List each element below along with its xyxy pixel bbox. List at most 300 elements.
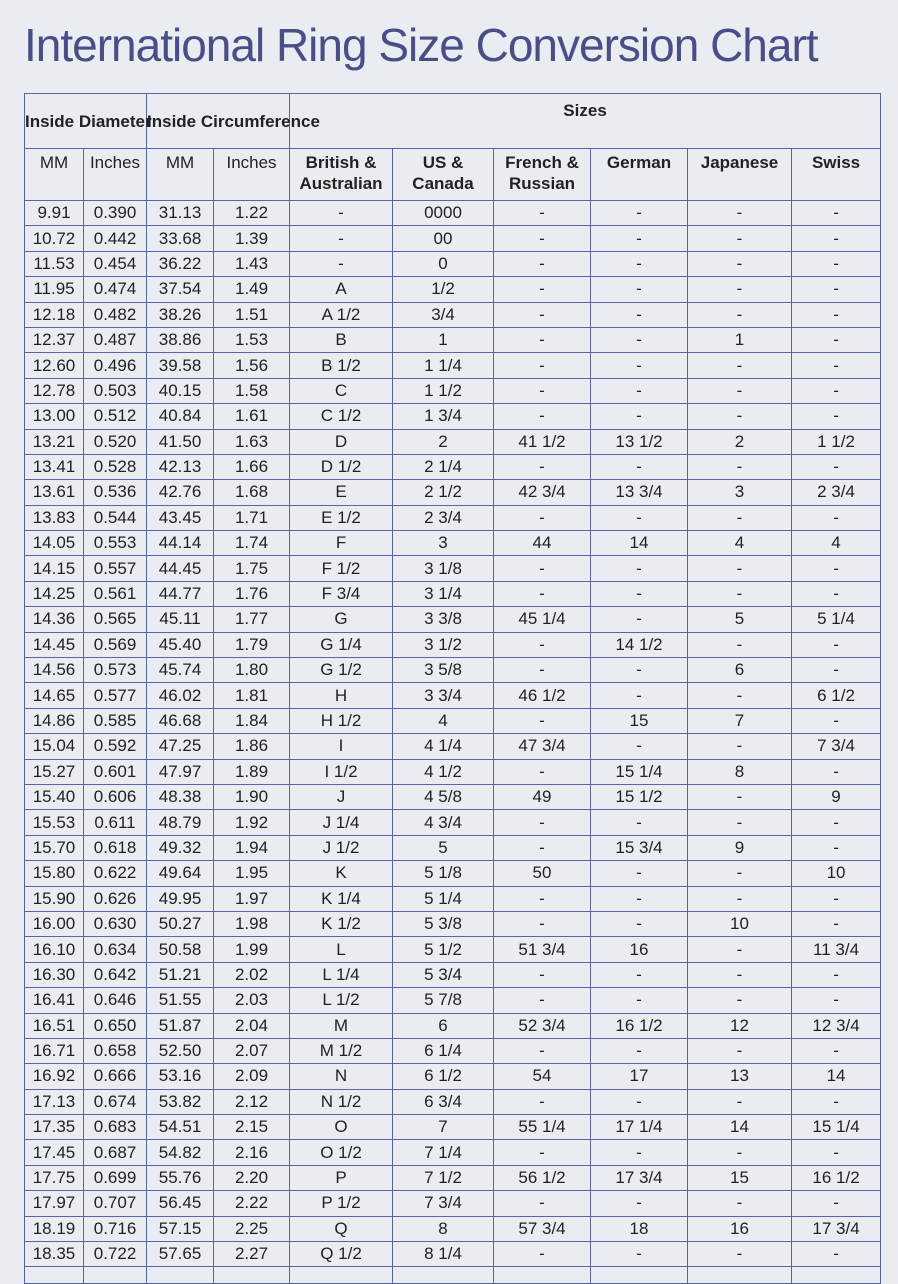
us-canada-cell: 6 3/4: [393, 1089, 494, 1114]
circumference-inches-cell: 2.02: [214, 962, 290, 987]
japanese-cell: -: [688, 784, 792, 809]
table-row: [25, 505, 881, 530]
us-canada-cell: 2 1/2: [393, 480, 494, 505]
diameter-mm-cell: 13.41: [25, 454, 84, 479]
german-cell: 16: [591, 937, 688, 962]
japanese-cell: 3: [688, 480, 792, 505]
diameter-mm-cell: 11.53: [25, 251, 84, 276]
circumference-inches-cell: 1.95: [214, 861, 290, 886]
french-russian-cell: 54: [494, 1064, 591, 1089]
circumference-mm-cell: 49.95: [147, 886, 214, 911]
diameter-inches-cell: 0.557: [84, 556, 147, 581]
circumference-mm-cell: 48.38: [147, 784, 214, 809]
diameter-mm-cell: 16.30: [25, 962, 84, 987]
japanese-cell: -: [688, 454, 792, 479]
french-russian-cell: -: [494, 454, 591, 479]
diameter-inches-cell: 0.569: [84, 632, 147, 657]
diameter-mm-cell: 13.83: [25, 505, 84, 530]
sizes-header: Sizes: [290, 94, 881, 149]
diameter-inches-cell: 0.611: [84, 810, 147, 835]
circumference-mm-cell: 48.79: [147, 810, 214, 835]
german-cell: -: [591, 1140, 688, 1165]
french-russian-cell: -: [494, 1038, 591, 1063]
diameter-inches-cell: 0.454: [84, 251, 147, 276]
circumference-inches-cell: 1.94: [214, 835, 290, 860]
us-canada-cell: 7 3/4: [393, 1191, 494, 1216]
swiss-cell: -: [792, 277, 881, 302]
table-row: [25, 429, 881, 454]
diameter-inches-cell: 0.487: [84, 327, 147, 352]
diameter-inches-cell: 0.630: [84, 911, 147, 936]
table-row: [25, 1242, 881, 1267]
diameter-mm-header: MM: [25, 149, 84, 201]
table-row: [25, 632, 881, 657]
empty-cell: [591, 1267, 688, 1284]
diameter-inches-cell: 0.707: [84, 1191, 147, 1216]
german-cell: -: [591, 658, 688, 683]
circumference-inches-header: Inches: [214, 149, 290, 201]
french-russian-cell: -: [494, 911, 591, 936]
table-row: [25, 1115, 881, 1140]
german-cell: -: [591, 353, 688, 378]
circumference-inches-cell: 1.99: [214, 937, 290, 962]
empty-cell: [147, 1267, 214, 1284]
british-australian-cell: I: [290, 734, 393, 759]
circumference-mm-cell: 47.97: [147, 759, 214, 784]
inside-diameter-header: Inside Diameter: [25, 94, 147, 149]
french-russian-cell: -: [494, 302, 591, 327]
diameter-inches-cell: 0.634: [84, 937, 147, 962]
japanese-cell: 7: [688, 708, 792, 733]
circumference-mm-cell: 51.87: [147, 1013, 214, 1038]
circumference-inches-cell: 2.22: [214, 1191, 290, 1216]
german-cell: 13 1/2: [591, 429, 688, 454]
british-australian-cell: K 1/2: [290, 911, 393, 936]
circumference-inches-cell: 2.16: [214, 1140, 290, 1165]
circumference-inches-cell: 1.49: [214, 277, 290, 302]
japanese-cell: 5: [688, 607, 792, 632]
us-canada-cell: 3/4: [393, 302, 494, 327]
swiss-cell: -: [792, 632, 881, 657]
diameter-inches-cell: 0.687: [84, 1140, 147, 1165]
circumference-mm-cell: 52.50: [147, 1038, 214, 1063]
us-canada-cell: 3 5/8: [393, 658, 494, 683]
circumference-mm-cell: 53.16: [147, 1064, 214, 1089]
circumference-inches-cell: 1.79: [214, 632, 290, 657]
circumference-inches-cell: 1.80: [214, 658, 290, 683]
french-russian-header: French & Russian: [494, 149, 591, 201]
diameter-mm-cell: 9.91: [25, 201, 84, 226]
british-australian-cell: N 1/2: [290, 1089, 393, 1114]
diameter-inches-cell: 0.683: [84, 1115, 147, 1140]
ring-size-table: [24, 93, 881, 1284]
circumference-mm-cell: 49.32: [147, 835, 214, 860]
french-russian-cell: 41 1/2: [494, 429, 591, 454]
swiss-cell: 17 3/4: [792, 1216, 881, 1241]
circumference-inches-cell: 1.39: [214, 226, 290, 251]
circumference-mm-cell: 54.51: [147, 1115, 214, 1140]
table-row: [25, 759, 881, 784]
german-cell: -: [591, 277, 688, 302]
british-australian-cell: I 1/2: [290, 759, 393, 784]
german-cell: -: [591, 861, 688, 886]
swiss-cell: -: [792, 810, 881, 835]
us-canada-cell: 00: [393, 226, 494, 251]
table-row: [25, 708, 881, 733]
swiss-cell: -: [792, 556, 881, 581]
diameter-mm-cell: 12.37: [25, 327, 84, 352]
british-australian-header: British & Australian: [290, 149, 393, 201]
circumference-mm-cell: 46.68: [147, 708, 214, 733]
french-russian-cell: -: [494, 835, 591, 860]
us-canada-cell: 5 3/8: [393, 911, 494, 936]
swiss-cell: -: [792, 1038, 881, 1063]
british-australian-cell: B: [290, 327, 393, 352]
diameter-inches-cell: 0.722: [84, 1242, 147, 1267]
british-australian-cell: O: [290, 1115, 393, 1140]
us-canada-cell: 4: [393, 708, 494, 733]
japanese-cell: 2: [688, 429, 792, 454]
table-row: [25, 911, 881, 936]
circumference-inches-cell: 1.75: [214, 556, 290, 581]
diameter-inches-cell: 0.528: [84, 454, 147, 479]
diameter-inches-cell: 0.442: [84, 226, 147, 251]
us-canada-cell: 7: [393, 1115, 494, 1140]
japanese-cell: -: [688, 886, 792, 911]
circumference-inches-cell: 1.81: [214, 683, 290, 708]
japanese-cell: 10: [688, 911, 792, 936]
french-russian-cell: -: [494, 353, 591, 378]
diameter-inches-cell: 0.565: [84, 607, 147, 632]
swiss-cell: -: [792, 581, 881, 606]
circumference-inches-cell: 1.76: [214, 581, 290, 606]
japanese-cell: -: [688, 1089, 792, 1114]
table-body: [25, 201, 881, 1284]
circumference-mm-cell: 42.13: [147, 454, 214, 479]
french-russian-cell: -: [494, 505, 591, 530]
empty-row: [25, 1267, 881, 1284]
table-row: [25, 531, 881, 556]
german-cell: -: [591, 734, 688, 759]
circumference-inches-cell: 2.07: [214, 1038, 290, 1063]
french-russian-cell: -: [494, 988, 591, 1013]
diameter-mm-cell: 16.10: [25, 937, 84, 962]
circumference-mm-cell: 50.58: [147, 937, 214, 962]
swiss-cell: 9: [792, 784, 881, 809]
french-russian-cell: -: [494, 886, 591, 911]
table-row: [25, 226, 881, 251]
british-australian-cell: A: [290, 277, 393, 302]
british-australian-cell: H 1/2: [290, 708, 393, 733]
french-russian-cell: 44: [494, 531, 591, 556]
us-canada-cell: 7 1/2: [393, 1165, 494, 1190]
circumference-mm-cell: 40.84: [147, 404, 214, 429]
diameter-inches-cell: 0.482: [84, 302, 147, 327]
empty-cell: [214, 1267, 290, 1284]
french-russian-cell: 49: [494, 784, 591, 809]
circumference-mm-cell: 57.65: [147, 1242, 214, 1267]
german-cell: 15: [591, 708, 688, 733]
german-cell: -: [591, 1191, 688, 1216]
diameter-mm-cell: 16.71: [25, 1038, 84, 1063]
german-cell: -: [591, 886, 688, 911]
diameter-mm-cell: 12.18: [25, 302, 84, 327]
circumference-inches-cell: 1.77: [214, 607, 290, 632]
swiss-cell: 2 3/4: [792, 480, 881, 505]
british-australian-cell: F 1/2: [290, 556, 393, 581]
diameter-mm-cell: 11.95: [25, 277, 84, 302]
diameter-mm-cell: 12.78: [25, 378, 84, 403]
diameter-mm-cell: 15.53: [25, 810, 84, 835]
german-cell: -: [591, 226, 688, 251]
british-australian-cell: M: [290, 1013, 393, 1038]
japanese-cell: -: [688, 353, 792, 378]
diameter-inches-cell: 0.650: [84, 1013, 147, 1038]
circumference-mm-cell: 47.25: [147, 734, 214, 759]
diameter-inches-cell: 0.626: [84, 886, 147, 911]
french-russian-cell: -: [494, 378, 591, 403]
french-russian-cell: 42 3/4: [494, 480, 591, 505]
british-australian-cell: D 1/2: [290, 454, 393, 479]
us-canada-cell: 2 1/4: [393, 454, 494, 479]
japanese-cell: -: [688, 1140, 792, 1165]
table-header: [25, 94, 881, 201]
table-row: [25, 658, 881, 683]
table-row: [25, 302, 881, 327]
us-canada-cell: 8 1/4: [393, 1242, 494, 1267]
table-row: [25, 581, 881, 606]
circumference-inches-cell: 1.63: [214, 429, 290, 454]
us-canada-cell: 6 1/2: [393, 1064, 494, 1089]
table-row: [25, 454, 881, 479]
swiss-cell: -: [792, 404, 881, 429]
german-cell: 17: [591, 1064, 688, 1089]
french-russian-cell: 52 3/4: [494, 1013, 591, 1038]
circumference-mm-cell: 43.45: [147, 505, 214, 530]
circumference-mm-cell: 42.76: [147, 480, 214, 505]
diameter-inches-cell: 0.536: [84, 480, 147, 505]
table-row: [25, 784, 881, 809]
us-canada-cell: 3 1/8: [393, 556, 494, 581]
us-canada-cell: 6 1/4: [393, 1038, 494, 1063]
diameter-mm-cell: 17.45: [25, 1140, 84, 1165]
diameter-mm-cell: 13.61: [25, 480, 84, 505]
french-russian-cell: 50: [494, 861, 591, 886]
japanese-cell: 1: [688, 327, 792, 352]
german-cell: -: [591, 581, 688, 606]
british-australian-cell: P: [290, 1165, 393, 1190]
japanese-cell: -: [688, 226, 792, 251]
french-russian-cell: -: [494, 226, 591, 251]
circumference-inches-cell: 1.43: [214, 251, 290, 276]
japanese-cell: -: [688, 277, 792, 302]
french-russian-cell: 55 1/4: [494, 1115, 591, 1140]
circumference-inches-cell: 1.61: [214, 404, 290, 429]
diameter-mm-cell: 18.19: [25, 1216, 84, 1241]
table-row: [25, 683, 881, 708]
british-australian-cell: G: [290, 607, 393, 632]
japanese-cell: -: [688, 937, 792, 962]
german-cell: -: [591, 251, 688, 276]
circumference-mm-cell: 53.82: [147, 1089, 214, 1114]
diameter-inches-cell: 0.674: [84, 1089, 147, 1114]
table-row: [25, 556, 881, 581]
japanese-cell: -: [688, 734, 792, 759]
diameter-mm-cell: 12.60: [25, 353, 84, 378]
german-cell: 18: [591, 1216, 688, 1241]
circumference-inches-cell: 2.27: [214, 1242, 290, 1267]
diameter-inches-cell: 0.474: [84, 277, 147, 302]
chart-title: International Ring Size Conversion Chart: [24, 19, 818, 71]
swiss-cell: 4: [792, 531, 881, 556]
us-canada-cell: 1 1/4: [393, 353, 494, 378]
british-australian-cell: K: [290, 861, 393, 886]
swiss-cell: -: [792, 327, 881, 352]
german-cell: -: [591, 911, 688, 936]
british-australian-cell: L 1/4: [290, 962, 393, 987]
french-russian-cell: -: [494, 556, 591, 581]
british-australian-cell: N: [290, 1064, 393, 1089]
table-row: [25, 861, 881, 886]
us-canada-cell: 5 1/2: [393, 937, 494, 962]
diameter-inches-cell: 0.666: [84, 1064, 147, 1089]
circumference-inches-cell: 1.58: [214, 378, 290, 403]
german-cell: 15 1/4: [591, 759, 688, 784]
table-row: [25, 480, 881, 505]
us-canada-cell: 3: [393, 531, 494, 556]
diameter-mm-cell: 15.40: [25, 784, 84, 809]
japanese-cell: -: [688, 201, 792, 226]
diameter-mm-cell: 14.15: [25, 556, 84, 581]
british-australian-cell: O 1/2: [290, 1140, 393, 1165]
us-canada-cell: 1: [393, 327, 494, 352]
circumference-inches-cell: 1.92: [214, 810, 290, 835]
us-canada-cell: 3 3/8: [393, 607, 494, 632]
swiss-cell: 5 1/4: [792, 607, 881, 632]
table-row: [25, 1089, 881, 1114]
german-cell: -: [591, 201, 688, 226]
british-australian-cell: E 1/2: [290, 505, 393, 530]
circumference-inches-cell: 2.03: [214, 988, 290, 1013]
japanese-cell: -: [688, 581, 792, 606]
us-canada-cell: 5 1/4: [393, 886, 494, 911]
british-australian-cell: P 1/2: [290, 1191, 393, 1216]
french-russian-cell: -: [494, 201, 591, 226]
japanese-cell: -: [688, 556, 792, 581]
circumference-mm-cell: 57.15: [147, 1216, 214, 1241]
diameter-mm-cell: 15.70: [25, 835, 84, 860]
circumference-inches-cell: 1.51: [214, 302, 290, 327]
circumference-inches-cell: 1.66: [214, 454, 290, 479]
circumference-mm-cell: 56.45: [147, 1191, 214, 1216]
circumference-inches-cell: 1.74: [214, 531, 290, 556]
french-russian-cell: -: [494, 1089, 591, 1114]
empty-cell: [688, 1267, 792, 1284]
table-row: [25, 734, 881, 759]
swiss-cell: -: [792, 1242, 881, 1267]
circumference-mm-cell: 49.64: [147, 861, 214, 886]
japanese-cell: -: [688, 988, 792, 1013]
swiss-cell: 15 1/4: [792, 1115, 881, 1140]
british-australian-cell: G 1/2: [290, 658, 393, 683]
french-russian-cell: 46 1/2: [494, 683, 591, 708]
japanese-cell: 6: [688, 658, 792, 683]
circumference-mm-cell: 55.76: [147, 1165, 214, 1190]
table-row: [25, 937, 881, 962]
japanese-cell: -: [688, 810, 792, 835]
swiss-cell: -: [792, 759, 881, 784]
empty-cell: [494, 1267, 591, 1284]
swiss-cell: 11 3/4: [792, 937, 881, 962]
german-cell: -: [591, 404, 688, 429]
table-row: [25, 1038, 881, 1063]
german-cell: -: [591, 1038, 688, 1063]
british-australian-cell: L: [290, 937, 393, 962]
circumference-mm-cell: 39.58: [147, 353, 214, 378]
circumference-mm-cell: 44.45: [147, 556, 214, 581]
japanese-cell: 15: [688, 1165, 792, 1190]
german-cell: -: [591, 683, 688, 708]
swiss-cell: 1 1/2: [792, 429, 881, 454]
circumference-inches-cell: 1.98: [214, 911, 290, 936]
diameter-mm-cell: 16.41: [25, 988, 84, 1013]
diameter-inches-cell: 0.553: [84, 531, 147, 556]
japanese-cell: -: [688, 1038, 792, 1063]
british-australian-cell: F: [290, 531, 393, 556]
us-canada-cell: 1 3/4: [393, 404, 494, 429]
table-row: [25, 607, 881, 632]
diameter-inches-cell: 0.716: [84, 1216, 147, 1241]
us-canada-cell: 7 1/4: [393, 1140, 494, 1165]
german-cell: -: [591, 988, 688, 1013]
us-canada-cell: 0000: [393, 201, 494, 226]
diameter-mm-cell: 15.80: [25, 861, 84, 886]
french-russian-cell: -: [494, 327, 591, 352]
diameter-inches-cell: 0.390: [84, 201, 147, 226]
german-cell: 16 1/2: [591, 1013, 688, 1038]
british-australian-cell: B 1/2: [290, 353, 393, 378]
table-row: [25, 1165, 881, 1190]
diameter-mm-cell: 17.97: [25, 1191, 84, 1216]
japanese-cell: 16: [688, 1216, 792, 1241]
french-russian-cell: -: [494, 1242, 591, 1267]
japanese-cell: 13: [688, 1064, 792, 1089]
swiss-cell: 16 1/2: [792, 1165, 881, 1190]
circumference-mm-cell: 45.11: [147, 607, 214, 632]
swiss-cell: -: [792, 886, 881, 911]
japanese-header: Japanese: [688, 149, 792, 201]
german-cell: -: [591, 810, 688, 835]
swiss-cell: -: [792, 911, 881, 936]
japanese-cell: -: [688, 632, 792, 657]
circumference-mm-cell: 37.54: [147, 277, 214, 302]
diameter-inches-cell: 0.618: [84, 835, 147, 860]
german-cell: 14 1/2: [591, 632, 688, 657]
british-australian-cell: J: [290, 784, 393, 809]
french-russian-cell: 56 1/2: [494, 1165, 591, 1190]
inside-circumference-header: Inside Circumference: [147, 94, 290, 149]
swiss-cell: -: [792, 658, 881, 683]
swiss-cell: 10: [792, 861, 881, 886]
us-canada-cell: 2: [393, 429, 494, 454]
circumference-inches-cell: 1.89: [214, 759, 290, 784]
circumference-inches-cell: 2.15: [214, 1115, 290, 1140]
circumference-inches-cell: 1.56: [214, 353, 290, 378]
diameter-inches-cell: 0.592: [84, 734, 147, 759]
circumference-mm-cell: 36.22: [147, 251, 214, 276]
british-australian-cell: K 1/4: [290, 886, 393, 911]
french-russian-cell: -: [494, 277, 591, 302]
